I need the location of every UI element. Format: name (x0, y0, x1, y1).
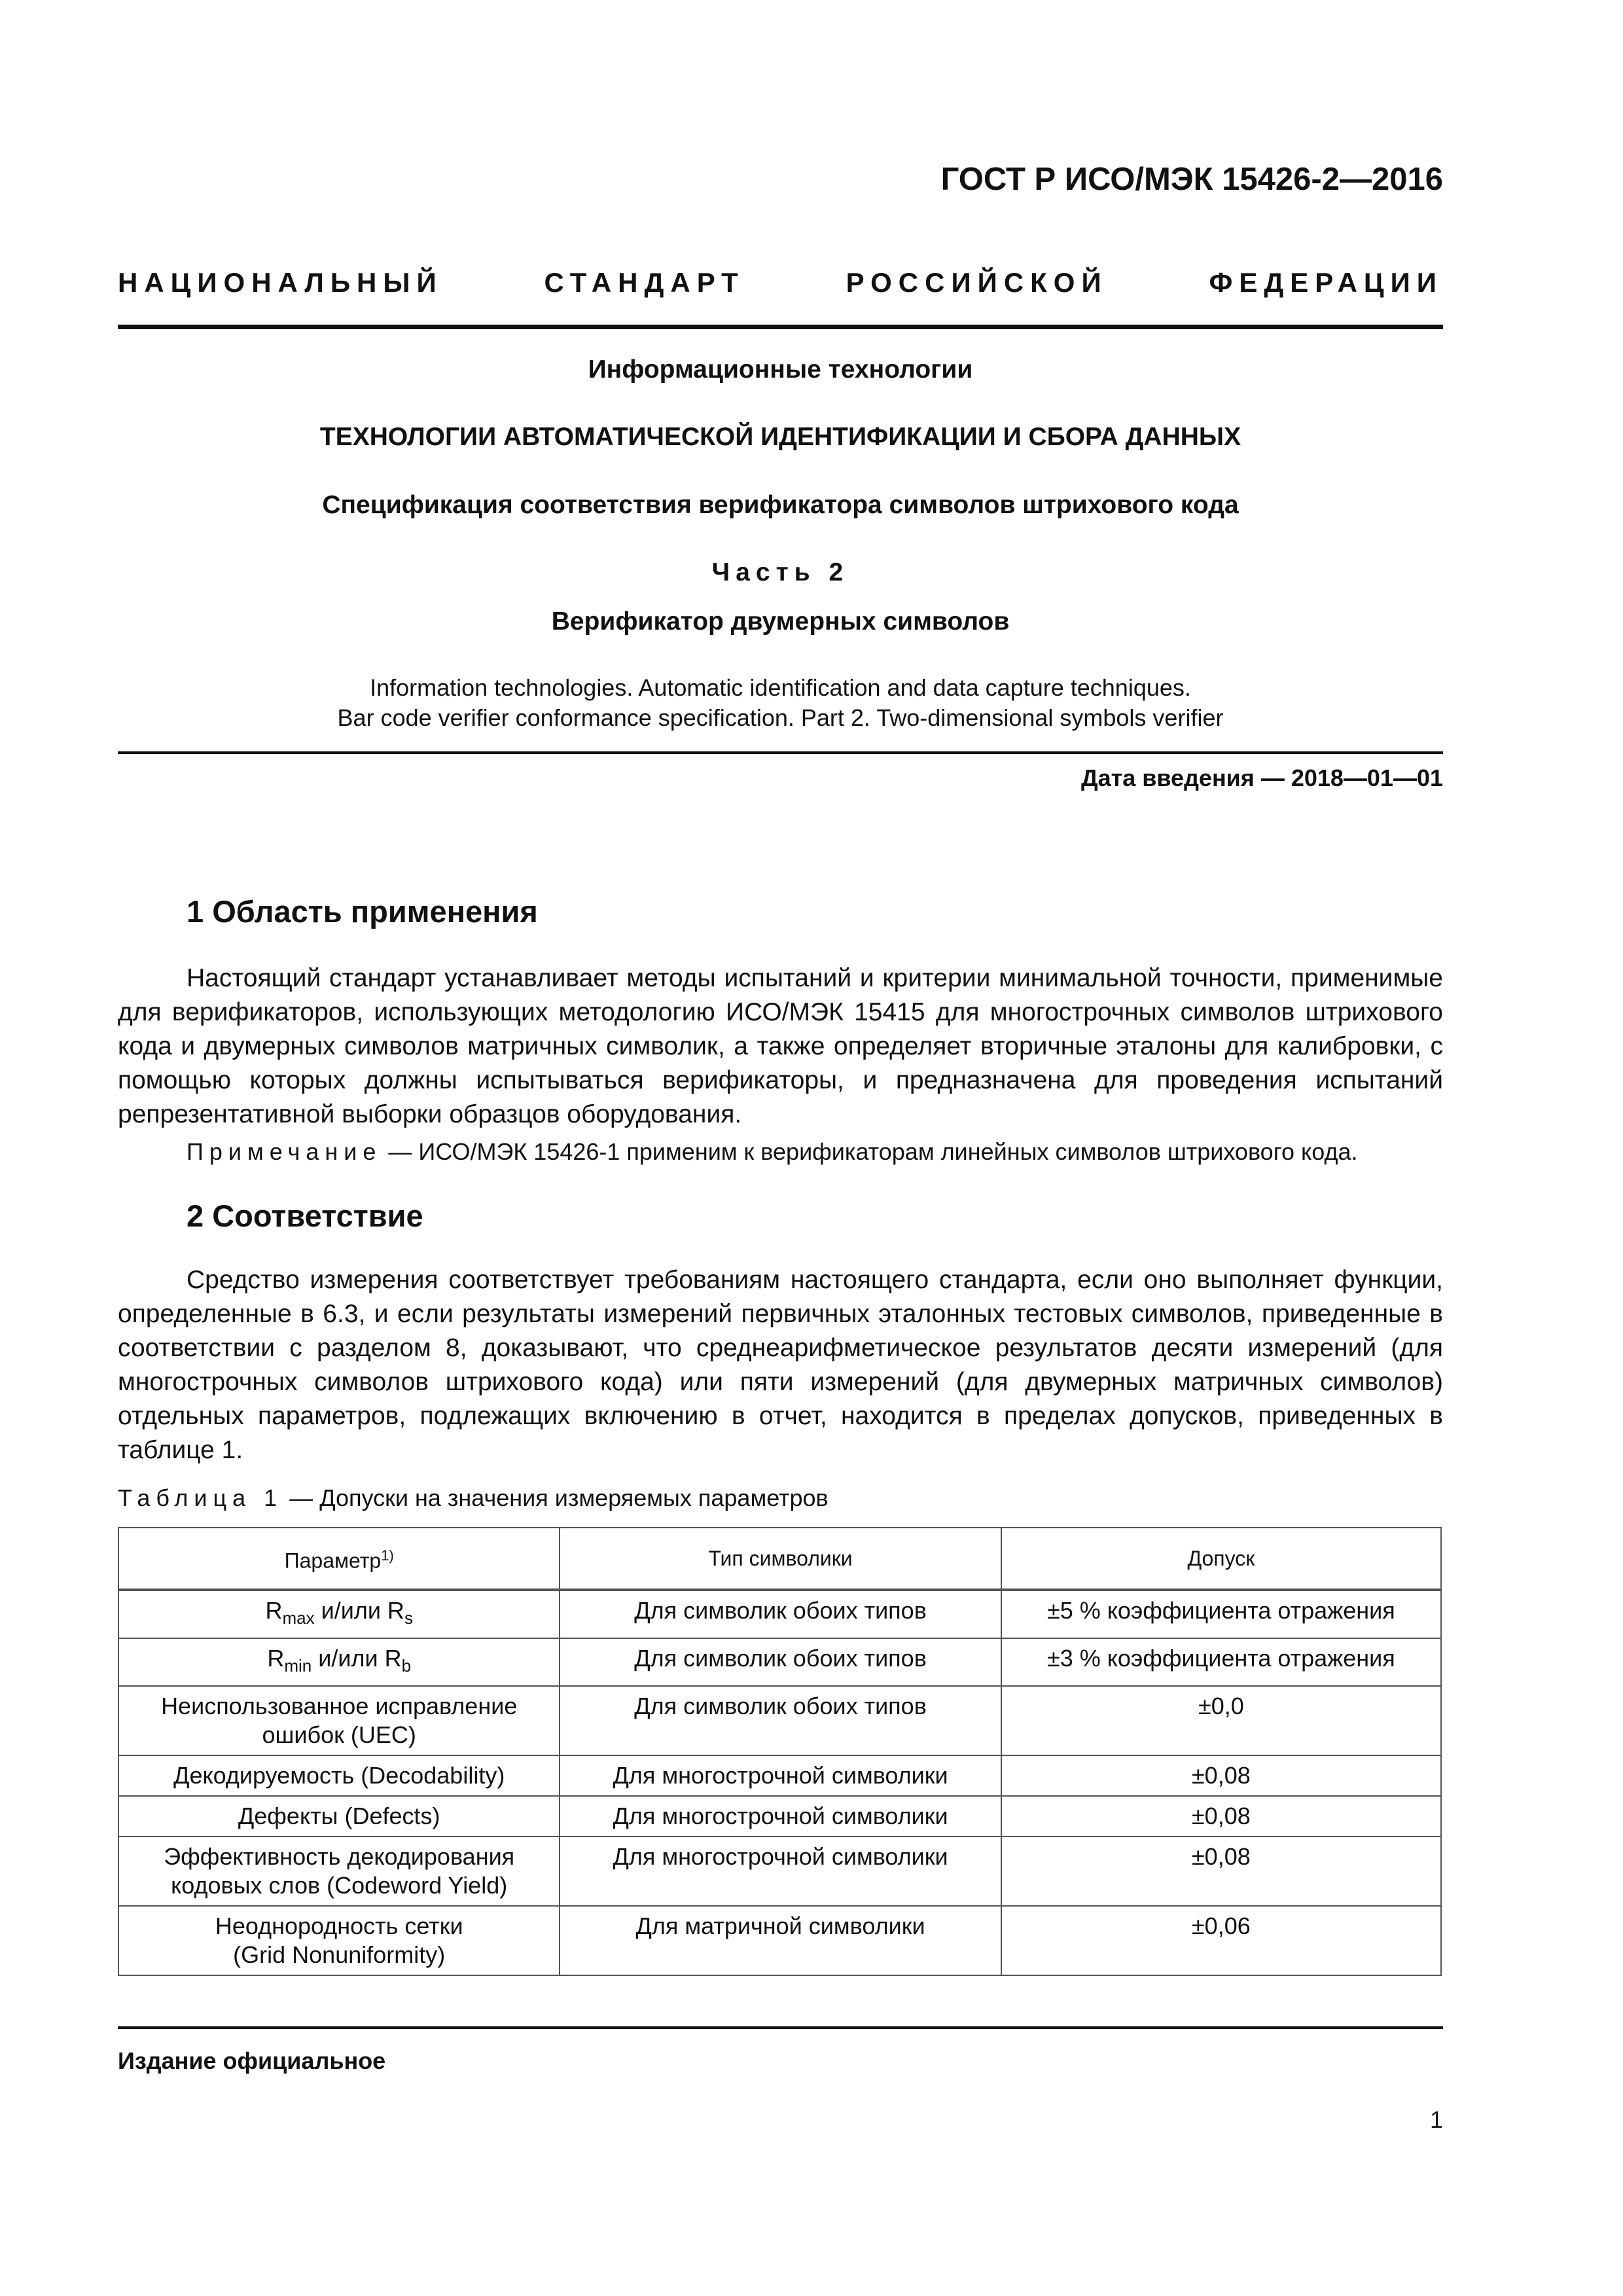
cell-tolerance: ±5 % коэффициента отражения (1001, 1590, 1441, 1638)
title-line-1: Информационные технологии (588, 355, 973, 384)
cell-symbology: Для многострочной символики (560, 1796, 1001, 1837)
table-caption-label: Таблица 1 (118, 1484, 283, 1511)
section-1-text: Настоящий стандарт устанавливает методы испытаний и критерии минимальной точности, применимые для верификаторов, использующих методологию ИСО/МЭК 15415 для многострочных символов штрихового кода и двумерных символов матричных символик, а также определяет вторичные эталоны для калибровки, с помощью которых должны испытываться верификаторы, и предназначена для проведения испытаний репрезентативной выборки образцов оборудования. (118, 964, 1443, 1128)
note-label: Примечание (187, 1138, 382, 1165)
cell-parameter: Дефекты (Defects) (118, 1796, 560, 1837)
section-2-text: Средство измерения соответствует требованиям настоящего стандарта, если оно выполняет функции, определенные в 6.3, и если результаты измерений первичных эталонных тестовых символов, приведенные в соответствии с разделом 8, доказывают, что среднеарифметическое результатов десяти измерений (для многострочных символов штрихового кода) или пяти измерений (для двумерных матричных символов) отдельных параметров, подлежащих включению в отчет, находится в пределах допусков, приведенных в таблице 1. (118, 1266, 1443, 1464)
introduction-date: Дата введения — 2018—01—01 (1080, 764, 1443, 791)
tolerance-table (118, 1527, 1442, 1976)
cell-symbology: Для символик обоих типов (560, 1686, 1001, 1755)
table-row (118, 1906, 1441, 1975)
header-divider (118, 325, 1443, 329)
column-header-symbology: Тип символики (560, 1528, 1001, 1590)
cell-symbology: Для многострочной символики (560, 1755, 1001, 1796)
table-header-row (118, 1528, 1441, 1590)
cell-tolerance: ±0,08 (1001, 1755, 1441, 1796)
english-title-line-2: Bar code verifier conformance specification. Part 2. Two-dimensional symbols verifier (337, 704, 1224, 731)
cell-symbology: Для символик обоих типов (560, 1638, 1001, 1686)
part-title: Верификатор двумерных символов (551, 607, 1010, 636)
cell-symbology: Для символик обоих типов (560, 1590, 1001, 1638)
table-row (118, 1686, 1441, 1755)
page-number: 1 (1429, 2106, 1443, 2133)
section-1-heading: 1 Область применения (187, 894, 538, 929)
section-2-heading: 2 Соответствие (187, 1198, 423, 1233)
cell-tolerance: ±0,08 (1001, 1796, 1441, 1837)
english-title-line-1: Information technologies. Automatic identification and data capture techniques. (370, 674, 1191, 701)
cell-symbology: Для многострочной символики (560, 1837, 1001, 1906)
national-standard-banner: НАЦИОНАЛЬНЫЙ СТАНДАРТ РОССИЙСКОЙ ФЕДЕРАЦИИ (118, 267, 1443, 298)
cell-parameter: Декодируемость (Decodability) (118, 1755, 560, 1796)
title-line-3: Спецификация соответствия верификатора символов штрихового кода (322, 491, 1239, 519)
cell-parameter: $R_{max}$ и/или $R_s$ (118, 1590, 560, 1638)
title-divider (118, 751, 1443, 754)
note-text: — ИСО/МЭК 15426-1 применим к верификаторам линейных символов штрихового кода. (382, 1138, 1358, 1165)
section-1-note (187, 1138, 1357, 1166)
column-header-tolerance: Допуск (1001, 1528, 1441, 1590)
footer-divider (118, 2026, 1443, 2029)
part-number: Часть 2 (711, 558, 849, 586)
column-header-parameter: Параметр$^{1)}$ (118, 1528, 560, 1590)
table-caption-text: — Допуски на значения измеряемых параметров (283, 1484, 829, 1511)
title-line-2: ТЕХНОЛОГИИ АВТОМАТИЧЕСКОЙ ИДЕНТИФИКАЦИИ И СБОРА ДАННЫХ (319, 423, 1241, 451)
cell-tolerance: ±0,06 (1001, 1906, 1441, 1975)
cell-tolerance: ±3 % коэффициента отражения (1001, 1638, 1441, 1686)
cell-symbology: Для матричной символики (560, 1906, 1001, 1975)
table-row (118, 1755, 1441, 1796)
cell-parameter: $R_{min}$ и/или $R_b$ (118, 1638, 560, 1686)
document-code: ГОСТ Р ИСО/МЭК 15426-2—2016 (940, 162, 1443, 197)
table-row (118, 1590, 1441, 1638)
cell-parameter: Неоднородность сетки (Grid Nonuniformity) (118, 1906, 560, 1975)
table-row (118, 1638, 1441, 1686)
cell-tolerance: ±0,08 (1001, 1837, 1441, 1906)
table-row (118, 1837, 1441, 1906)
official-edition-label: Издание официальное (118, 2047, 386, 2074)
cell-tolerance: ±0,0 (1001, 1686, 1441, 1755)
table-row (118, 1796, 1441, 1837)
cell-parameter: Эффективность декодирования кодовых слов (Codeword Yield) (118, 1837, 560, 1906)
table-caption (118, 1484, 829, 1512)
cell-parameter: Неиспользованное исправление ошибок (UEC) (118, 1686, 560, 1755)
